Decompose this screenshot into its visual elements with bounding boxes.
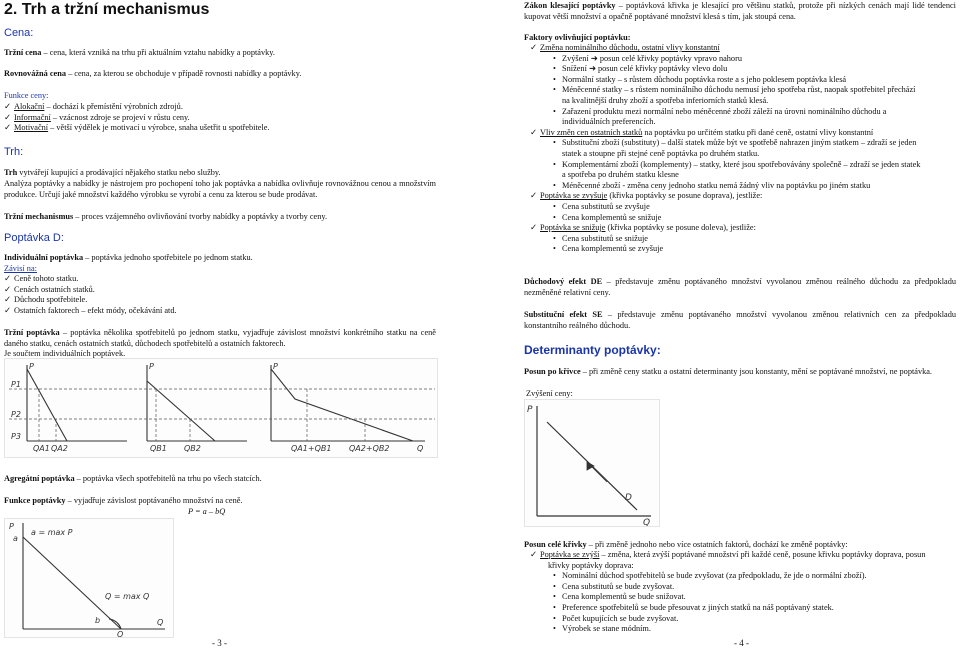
duchodovy-efekt-paragraph <box>524 277 956 298</box>
term: Individuální poptávka <box>4 253 84 262</box>
label-b: b <box>95 616 101 625</box>
item-text: Komplementární zboží (komplementy) – statky, které jsou spotřebovávány společně – zdraží se jeden statek <box>562 159 921 169</box>
definition: – představuje změnu poptávaného množství vyvolanou změnou relativních cen za předpokladu konstantního reálného důchodu. <box>524 310 956 330</box>
label-q: Q <box>643 518 651 526</box>
list-item: • Počet kupujících se bude zvyšovat. <box>524 614 956 625</box>
linear-demand-graph-svg <box>5 519 173 637</box>
label-p-a: P <box>29 362 34 371</box>
label-p: P <box>9 522 14 531</box>
label-p2: P2 <box>11 410 21 419</box>
sub-list-item <box>524 244 956 255</box>
item-term: Alokační <box>14 102 45 111</box>
list-item-continuation: křivky poptávky doprava: <box>548 560 634 570</box>
determinanty-heading: Determinanty poptávky: <box>524 343 661 357</box>
definition: – proces vzájemného ovlivňování tvorby nabídky a poptávky a tvorby ceny. <box>73 212 328 221</box>
item-text: Snížení ➜ posun celé křivky poptávky vlevo dolu <box>562 64 728 74</box>
item-text: – změna, která zvýší poptávané množství při každé ceně, posune křivku poptávky doprava, posun <box>599 550 926 559</box>
term: Tržní mechanismus <box>4 212 74 221</box>
list-item <box>524 128 956 139</box>
market-demand-graph-svg <box>5 359 437 457</box>
sub-list-item <box>524 107 956 118</box>
term: Důchodový efekt DE <box>524 277 603 286</box>
substitucni-efekt-paragraph <box>524 310 956 331</box>
soucet-line: Je součtem individuálních poptávek. <box>4 349 126 358</box>
posun-po-krivce-paragraph <box>524 367 956 378</box>
item-text: statek a stoupne při stejné ceně poptávka po druhém statku. <box>562 148 760 158</box>
trzni-cena-paragraph <box>4 48 275 59</box>
term: Funkce poptávky <box>4 496 66 505</box>
price-increase-graph <box>524 399 660 527</box>
label-a: a <box>13 534 18 543</box>
item-term: Motivační <box>14 123 49 133</box>
trh-paragraph <box>4 168 221 179</box>
zvyseni-ceny-label: Zvýšení ceny: <box>526 389 573 398</box>
definition: – při změně ceny statku a ostatní determinanty jsou konstanty, mění se poptávané množství, ne poptávka. <box>580 367 933 376</box>
sub-list-item <box>524 160 956 171</box>
item-term: Poptávka se zvýší <box>540 550 600 559</box>
term: Substituční efekt SE <box>524 310 603 319</box>
term: Zákon klesající poptávky <box>524 1 616 10</box>
term: Tržní cena <box>4 48 42 57</box>
label-qb2: QB2 <box>184 444 201 453</box>
rovnovazna-cena-paragraph <box>4 69 301 80</box>
label-q-end: Q <box>117 630 124 637</box>
sub-list-item <box>524 234 956 245</box>
item-text: na kvalitnější druhy zboží a spotřeba inferiorních statků klesá. <box>562 95 769 105</box>
list-item <box>4 113 270 124</box>
item-text: Zařazení produktu mezi normální nebo méněcenné zboží záleží na úrovni nominálního důchodu a <box>562 106 887 116</box>
label-d: D <box>625 493 632 503</box>
list-item: ✓ Ceně tohoto statku. <box>4 274 177 285</box>
label-p-sum: P <box>273 362 278 371</box>
funkce-poptavky-paragraph <box>4 496 243 507</box>
list-item <box>4 102 270 113</box>
item-term: Poptávka se snižuje <box>540 223 606 233</box>
sub-list-item <box>524 181 956 192</box>
list-item: • Preference spotřebitelů se bude přesouvat z jiných statků na náš poptávaný statek. <box>524 603 956 614</box>
faktory-heading: Faktory ovlivňující poptávku: <box>524 33 631 42</box>
agregatni-poptavka-paragraph <box>4 474 262 485</box>
section-heading-poptavka: Poptávka D: <box>4 232 64 244</box>
market-demand-graph <box>4 358 438 458</box>
item-text: – vzácnost zdroje se projeví v růstu ceny. <box>50 112 190 122</box>
definition: – poptávka všech spotřebitelů na trhu po všech statcích. <box>74 474 262 483</box>
item-text: Substituční zboží (substituty) – další statek může být ve spotřebě nahrazen jiným statkem – zdraží se jeden <box>562 138 917 148</box>
item-term: Informační <box>14 112 51 122</box>
label-p-b: P <box>149 362 154 371</box>
definition: – poptávka jednoho spotřebitele po jednom statku. <box>83 253 253 262</box>
sub-list-item <box>524 75 956 86</box>
page-4 <box>480 0 960 649</box>
term: Rovnovážná cena <box>4 69 66 78</box>
list-item: • Cena substitutů se bude zvyšovat. <box>524 582 956 593</box>
label-a-max-p: a = max P <box>31 528 73 537</box>
item-text: Cena komplementů se snižuje <box>562 212 662 222</box>
zakon-paragraph <box>524 1 956 22</box>
price-increase-graph-svg <box>525 400 659 526</box>
posun-cele-krivky-list <box>524 550 956 635</box>
item-text: (křivka poptávky se posune doleva), jestliže: <box>605 223 756 233</box>
zavisi-na-list <box>4 274 177 316</box>
section-heading-trh: Trh: <box>4 146 24 158</box>
definition: – vyjadřuje závislost poptávaného množství na ceně. <box>65 496 243 505</box>
item-text: individuálních preferencích. <box>562 117 656 127</box>
label-qa1: QA1 <box>33 444 50 453</box>
definition: – představuje změnu poptávaného množství vyvolanou změnou reálného důchodu za předpokladu nezměněné relativní ceny. <box>524 277 956 297</box>
item-text: na poptávku po určitém statku při dané ceně, ostatní vlivy konstantní <box>642 127 874 137</box>
item-text: – dochází k přemístění výrobních zdrojů. <box>44 102 183 111</box>
definition: – poptávka několika spotřebitelů po jednom statku, vyjadřuje závislost množství konkrétního statku na ceně daného statku, cenách ostatních statků, důchodech spotřebitelů a ostatních faktorech. <box>4 328 436 348</box>
label-p3: P3 <box>11 432 21 441</box>
demand-line-sum <box>271 369 413 441</box>
label-q-axis: Q <box>157 618 164 627</box>
list-item: ✓ Důchodu spotřebitele. <box>4 295 177 306</box>
label-qsum2: QA2+QB2 <box>349 444 390 453</box>
faktory-list <box>524 43 956 255</box>
funkce-ceny-heading: Funkce ceny: <box>4 91 49 100</box>
item-text: Cena komplementů se zvyšuje <box>562 244 664 254</box>
list-item-continuation <box>524 117 956 128</box>
definition: vytvářejí kupující a prodávající nějakého statku nebo služby. <box>17 168 221 177</box>
label-p: P <box>527 405 533 415</box>
item-text: (křivka poptávky se posune doprava), jestliže: <box>607 191 763 201</box>
term: Posun celé křivky <box>524 540 587 549</box>
item-text: Cena substitutů se zvyšuje <box>562 201 650 211</box>
chapter-title: 2. Trh a tržní mechanismus <box>4 1 210 18</box>
sub-list-item <box>524 202 956 213</box>
label-qb1: QB1 <box>150 444 167 453</box>
list-item <box>4 123 270 134</box>
trzni-poptavka-paragraph <box>4 328 436 349</box>
list-item <box>524 550 956 561</box>
definition: – při změně jednoho nebo více ostatních faktorů, dochází ke změně poptávky: <box>586 540 848 549</box>
page-number: - 4 - <box>734 638 749 648</box>
list-item: • Cena komplementů se bude snižovat. <box>524 592 956 603</box>
list-item <box>524 191 956 202</box>
list-item <box>524 223 956 234</box>
definition: – cena, která vzniká na trhu při aktuálním vztahu nabídky a poptávky. <box>41 48 275 57</box>
item-term: Změna nominálního důchodu, ostatní vlivy konstantní <box>540 43 720 52</box>
funkce-ceny-list <box>4 102 270 134</box>
section-heading-cena: Cena: <box>4 27 34 39</box>
item-text: Méněcenné statky – s růstem nominálního důchodu nemusí jeho spotřeba růst, naopak spotřebitel přechází <box>562 85 916 95</box>
list-item-continuation <box>524 96 956 107</box>
demand-line-a <box>27 369 67 441</box>
label-q-max-q: Q = max Q <box>105 592 150 601</box>
item-text: Méněcenné zboží - změna ceny jednoho statku nemá žádný vliv na poptávku po jiném statku <box>562 180 871 190</box>
sub-list-item <box>524 85 956 96</box>
definition: – cena, za kterou se obchoduje v případě rovnosti nabídky a poptávky. <box>66 69 302 78</box>
zavisi-na-heading: Závisí na: <box>4 264 37 273</box>
term: Posun po křivce <box>524 367 581 376</box>
individualni-poptavka-paragraph <box>4 253 253 264</box>
demand-line <box>23 537 121 629</box>
item-text: a spotřeba po druhém statku klesne <box>562 170 679 180</box>
label-qsum1: QA1+QB1 <box>291 444 332 453</box>
term: Agregátní poptávka <box>4 474 75 483</box>
label-qa2: QA2 <box>51 444 68 453</box>
term: Trh <box>4 168 18 177</box>
item-text: Normální statky – s růstem důchodu poptávka roste a s jeho poklesem poptávka klesá <box>562 74 847 84</box>
item-term: Poptávka se zvyšuje <box>540 191 608 201</box>
list-item: ✓ Cenách ostatních statků. <box>4 285 177 296</box>
term: Tržní poptávka <box>4 328 60 337</box>
sub-list-item <box>524 54 956 65</box>
item-text: – větší výdělek je motivací u výrobce, snaha ušetřit u spotřebitele. <box>48 123 270 133</box>
movement-arrow <box>587 462 594 470</box>
list-item <box>524 43 956 54</box>
item-term: Vliv změn cen ostatních statků <box>540 127 643 137</box>
item-text: Zvýšení ➜ posun celé křivky poptávky vpravo nahoru <box>562 53 742 63</box>
list-item-continuation <box>524 170 956 181</box>
label-p1: P1 <box>11 380 21 389</box>
analyza-paragraph: Analýza poptávky a nabídky je nástrojem pro pochopení toho jak poptávka a nabídka ovlivňuje rovnovážnou cenou a množstvím produkce. Určují jaké množství každého výrobku se vyrobí a cenu za kterou se bude prodávat. <box>4 179 436 199</box>
list-item: • Výrobek se stane módním. <box>524 624 956 635</box>
label-q: Q <box>417 444 424 453</box>
sub-list-item <box>524 138 956 149</box>
page-number: - 3 - <box>212 638 227 648</box>
formula: P = a – bQ <box>188 507 226 516</box>
linear-demand-graph <box>4 518 174 638</box>
sub-list-item <box>524 213 956 224</box>
sub-list-item <box>524 64 956 75</box>
posun-cele-krivky-paragraph <box>524 540 848 551</box>
list-item: ✓ Ostatních faktorech – efekt módy, očekávání atd. <box>4 306 177 317</box>
list-item-continuation <box>524 149 956 160</box>
item-text: Cena substitutů se snižuje <box>562 233 648 243</box>
definition: – poptávková křivka je klesající pro většinu statků, protože při nízkých cenách mají lidé tendenci kupovat větší množství a opačně poptávané množství klesá s tím, jak stoupá cena. <box>524 1 956 21</box>
trzni-mechanismus-paragraph <box>4 212 327 223</box>
demand-line-b <box>147 381 215 441</box>
list-item: • Nominální důchod spotřebitelů se bude zvyšovat (za předpokladu, že jde o normální zboží). <box>524 571 956 582</box>
